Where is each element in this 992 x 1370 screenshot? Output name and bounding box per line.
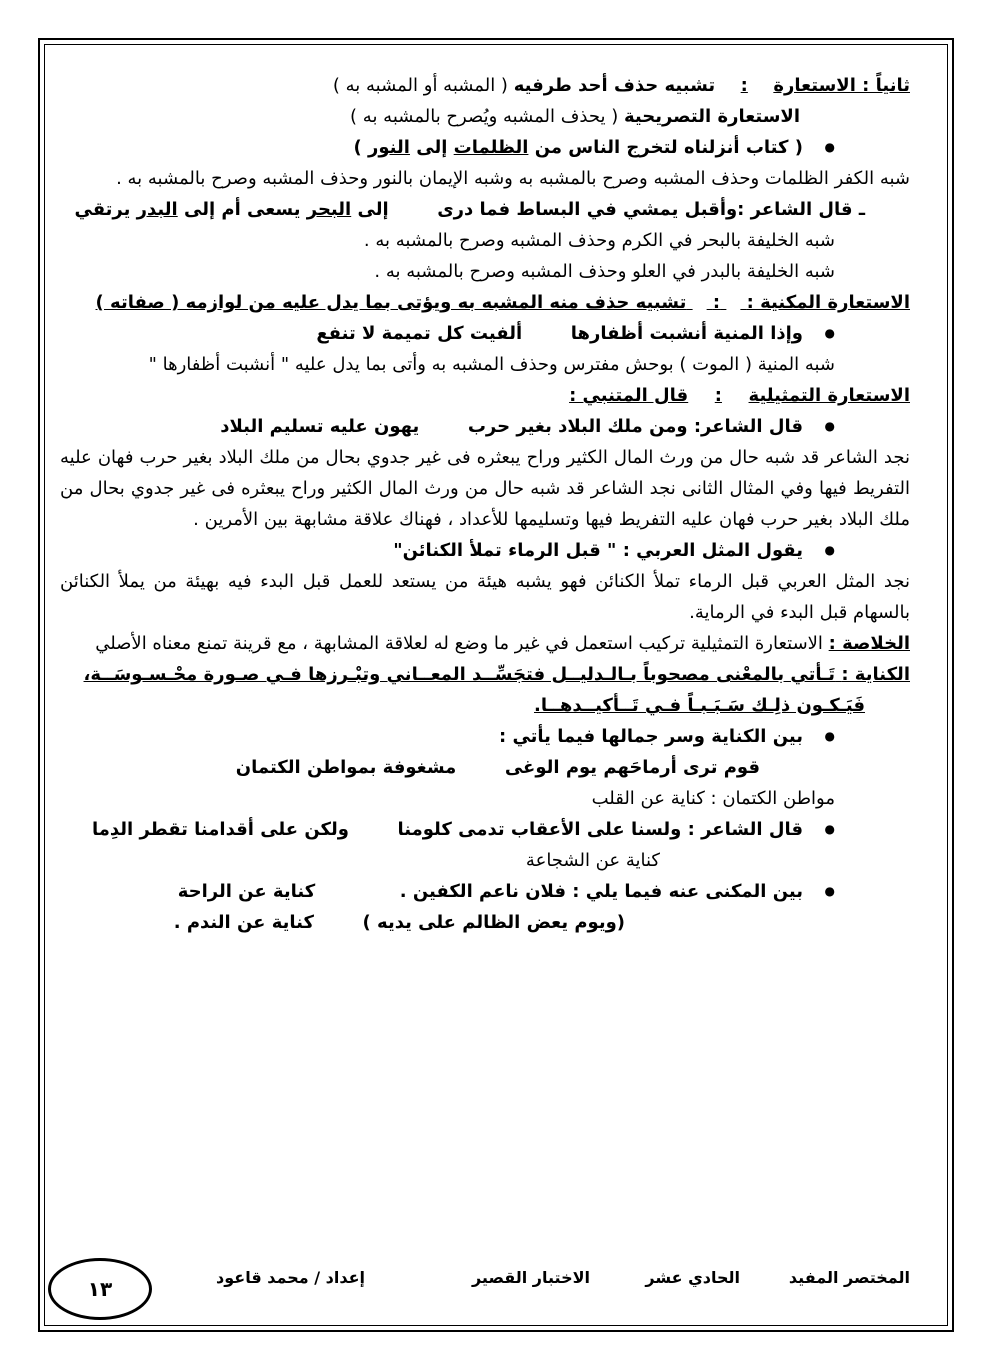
footer-quiz: الاختبار القصير xyxy=(471,1268,590,1287)
verse-shajaa: ● قال الشاعر : ولسنا على الأعقاب تدمى كلومنا ولكن على أقدامنا تقطر الدِما xyxy=(60,814,910,845)
document-body xyxy=(60,70,910,938)
explanation-line: شبه المنية ( الموت ) بوحش مفترس وحذف المشبه به وأتى بما يدل عليه " أنشبت أظفارها " xyxy=(148,354,835,375)
tasrihiya-line: الاستعارة التصريحية ( يحذف المشبه ويُصرح بالمشبه به ) xyxy=(350,106,800,127)
makna-task: ● بين المكنى عنه فيما يلي : فلان ناعم الكفين . كناية عن الراحة xyxy=(60,876,910,907)
heading-kinaya: الكناية : تَـأتي بالمعْنى مصحوباً بـالـدليــل فتجَسِّــد المعــاني وتبْـرزها فـي صـورة محْـسـوسَــة، xyxy=(83,664,910,685)
explanation-line: شبه الخليفة بالبدر في العلو وحذف المشبه وصرح بالمشبه به . xyxy=(374,261,835,282)
explanation-paragraph: نجد المثل العربي قبل الرماء تملأ الكنائن فهو يشبه هيئة من يستعد للعمل قبل البدء فيه بهيئة من يملأ الكنائن بالسهام قبل البدء في الرماية. xyxy=(60,571,910,623)
footer-grade: الحادي عشر xyxy=(645,1268,740,1287)
footer-author: إعداد / محمد قاعود xyxy=(216,1268,365,1287)
summary-paragraph: الخلاصة : الاستعارة التمثيلية تركيب استعمل في غير ما وضع له لعلاقة المشابهة ، مع قرينة تمنع معناه الأصلي xyxy=(95,633,910,654)
heading-makniya: الاستعارة المكنية : : تشبيه حذف منه المشبه به ويؤتى بما يدل عليه من لوازمه ( صفاته ) xyxy=(95,292,910,313)
makna-example-2: (ويوم يعض الظالم على يديه ) كناية عن الندم . xyxy=(173,912,625,933)
poet-verse-1: ـ قال الشاعر :وأقبل يمشي في البساط فما درى إلى البحر يسعى أم إلى البدر يرتقي xyxy=(74,199,865,220)
verse-mutanabbi: ● قال الشاعر: ومن ملك البلاد بغير حرب يهون عليه تسليم البلاد xyxy=(60,411,910,442)
heading-istiaara: ثانياً : الاستعارة : تشبيه حذف أحد طرفيه ( المشبه أو المشبه به ) xyxy=(332,75,910,96)
verse-kitman: قوم ترى أرماحَهم يوم الوغى مشغوفة بمواطن الكتمان xyxy=(235,757,760,778)
heading-label: ثانياً : الاستعارة xyxy=(773,75,910,96)
verse-maniya: ● وإذا المنية أنشبت أظفارها ألفيت كل تميمة لا تنفع xyxy=(60,318,910,349)
explanation-paragraph: نجد الشاعر قد شبه حال من ورث المال الكثير وراح يبعثره فى غير جدوي بحال من ملك البلاد بغير حرب فهان عليه التفريط فيها وفي المثال الثانى نجد الشاعر قد شبه حال من ورث المال الكثير وراح يبعثره فى غير جدوي بحال من ملك البلاد بغير حرب فهان عليه التفريط فيها وتسليمها للأعداد ، فهناك علاقة مشابهة بين الأمرين . xyxy=(60,447,910,530)
proverb-example: ● يقول المثل العربي : " قبل الرماء تملأ الكنائن" xyxy=(60,535,910,566)
explanation-line: شبه الخليفة بالبحر في الكرم وحذف المشبه وصرح بالمشبه به . xyxy=(363,230,835,251)
page-number: ١٣ xyxy=(48,1258,152,1320)
footer-brand: المختصر المفيد xyxy=(788,1268,910,1287)
heading-tamthiliya: الاستعارة التمثيلية : قال المتنبي : xyxy=(569,385,910,406)
answer-line: مواطن الكتمان : كناية عن القلب xyxy=(591,788,835,809)
kinaya-task: ● بين الكناية وسر جمالها فيما يأتي : xyxy=(60,721,910,752)
explanation-paragraph: شبه الكفر الظلمات وحذف المشبه وصرح بالمشبه به وشبه الإيمان بالنور وحذف المشبه وصرح بالمشبه به . xyxy=(116,168,910,189)
heading-kinaya-continued: فَيَـكـون ذلِـك سَـبَـبـاً فـي تَــأكيــدهــا. xyxy=(533,695,865,716)
answer-line: كناية عن الشجاعة xyxy=(525,850,660,871)
quran-example: ● ( كتاب أنزلناه لتخرج الناس من الظلمات إلى النور ) xyxy=(60,132,910,163)
